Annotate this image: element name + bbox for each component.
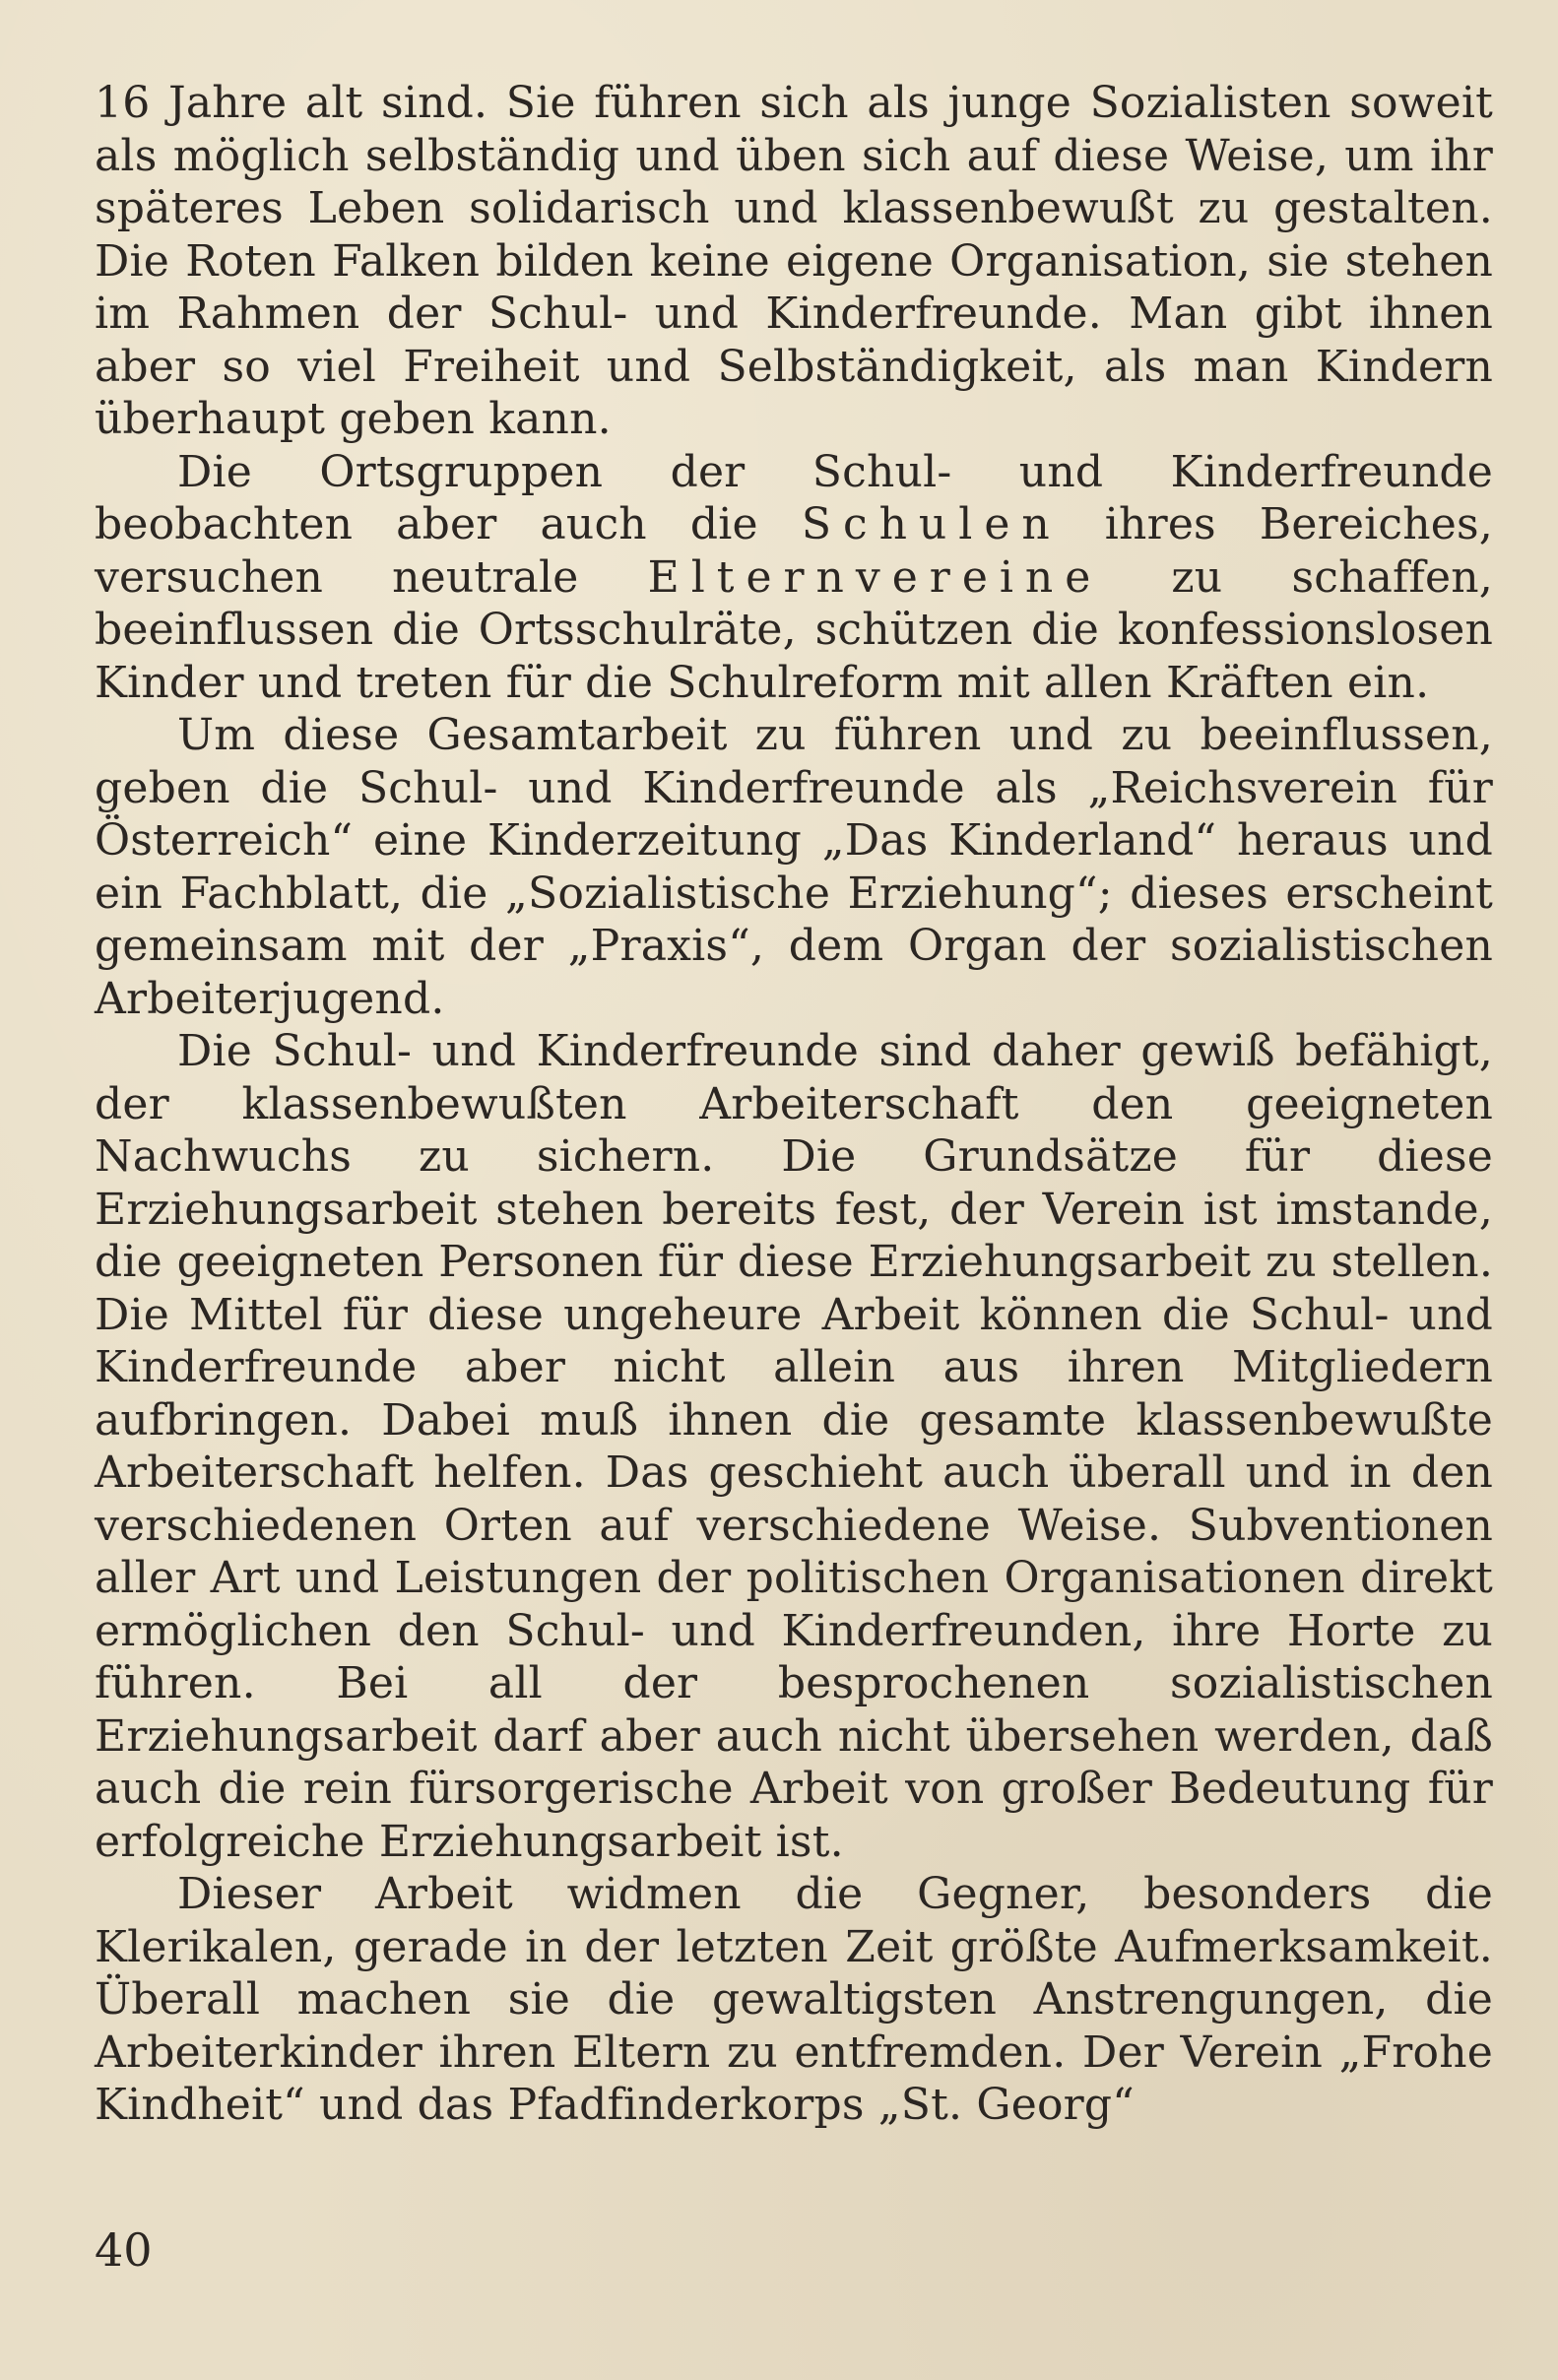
paragraph-5: Dieser Arbeit widmen die Gegner, besonders die Klerikalen, gerade in der letzten Zeit größte Aufmerksamkeit. Überall machen sie die gewaltigsten Anstrengungen, die Arbeiterkinder ihren Eltern zu entfremden. Der Verein „Frohe Kindheit“ und das Pfadfinderkorps „St. Georg“ [95, 1869, 1493, 2130]
page-number: 40 [95, 2223, 153, 2277]
paragraph-4: Die Schul- und Kinderfreunde sind daher gewiß befähigt, der klassenbewußten Arbeiterschaft den geeigneten Nachwuchs zu sichern. Die Grundsätze für diese Erziehungsarbeit stehen bereits fest, der Verein ist imstande, die geeigneten Personen für diese Erziehungsarbeit zu stellen. Die Mittel für diese ungeheure Arbeit können die Schul- und Kinderfreunde aber nicht allein aus ihren Mitgliedern aufbringen. Dabei muß ihnen die gesamte klassenbewußte Arbeiterschaft helfen. Das geschieht auch überall und in den verschiedenen Orten auf verschiedene Weise. Subventionen aller Art und Leistungen der politischen Organisationen direkt ermöglichen den Schul- und Kinderfreunden, ihre Horte zu führen. Bei all der besprochenen sozialistischen Erziehungsarbeit darf aber auch nicht übersehen werden, daß auch die rein fürsorgerische Arbeit von großer Bedeutung für erfolgreiche Erziehungsarbeit ist. [95, 1026, 1493, 1867]
paragraph-2 [95, 446, 1493, 710]
paragraph-1: 16 Jahre alt sind. Sie führen sich als junge Sozialisten soweit als möglich selbständig und üben sich auf diese Weise, um ihr späteres Leben solidarisch und klassenbewußt zu gestalten. Die Roten Falken bilden keine eigene Organisation, sie stehen im Rahmen der Schul- und Kinderfreunde. Man gibt ihnen aber so viel Freiheit und Selbständigkeit, als man Kindern überhaupt geben kann. [95, 78, 1493, 444]
paragraph-2-part-3: ihres Bereiches, versuchen neutrale [95, 499, 1493, 603]
spaced-word-elternvereine: Elternvereine [647, 551, 1103, 603]
body-text [95, 77, 1493, 2132]
paragraph-2-part-5: zu schaffen, beeinflussen die Ortsschulräte, schützen die konfessionslosen Kinder und treten für die Schulreform mit allen Kräften ein. [95, 551, 1493, 708]
paragraph-3: Um diese Gesamtarbeit zu führen und zu beeinflussen, geben die Schul- und Kinderfreunde als „Reichsverein für Österreich“ eine Kinderzeitung „Das Kinderland“ heraus und ein Fachblatt, die „Sozialistische Erziehung“; dieses erscheint gemeinsam mit der „Praxis“, dem Organ der sozialistischen Arbeiterjugend. [95, 710, 1493, 1024]
paragraph-2-part-1: Die Ortsgruppen der Schul- und Kinderfreunde beobachten aber auch die [95, 446, 1493, 549]
spaced-word-schulen: Schulen [801, 499, 1062, 549]
